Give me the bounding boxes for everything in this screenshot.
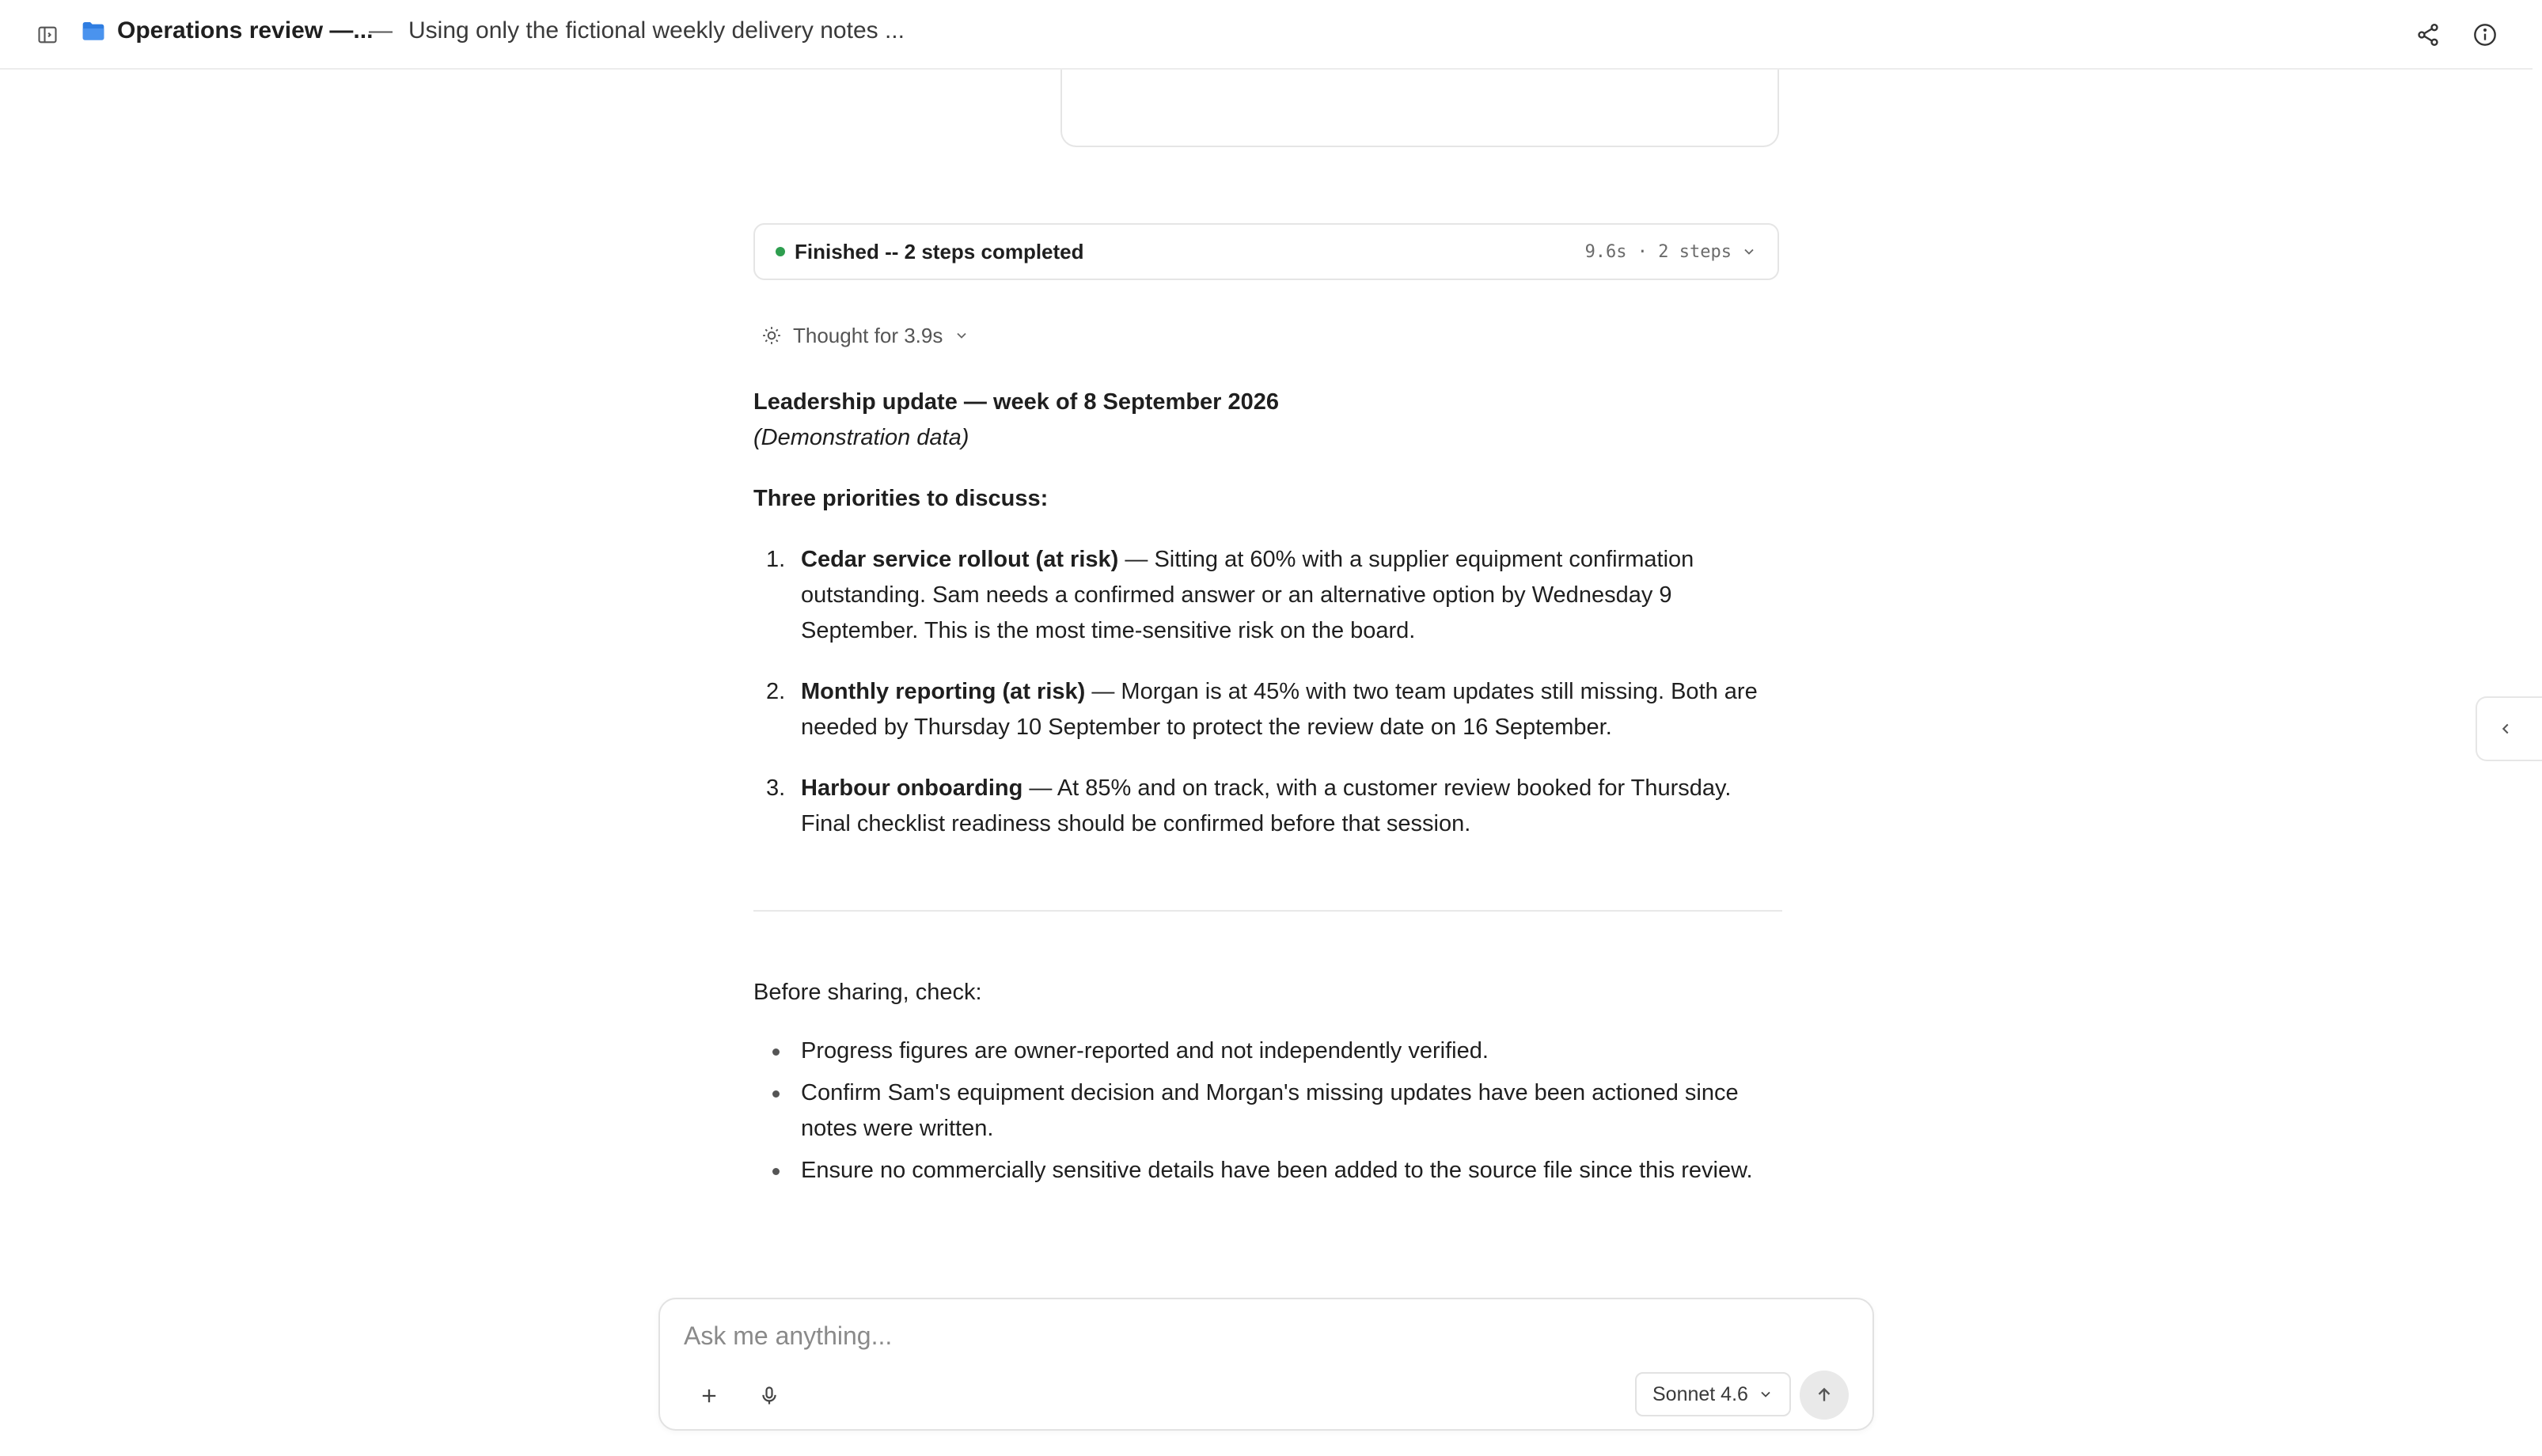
info-button[interactable] bbox=[2463, 13, 2507, 57]
model-name: Sonnet 4.6 bbox=[1652, 1382, 1748, 1405]
run-status-card[interactable] bbox=[753, 223, 1779, 280]
priority-body: — Morgan is at 45% with two team updates still missing. Both are needed by Thursday 10 September to protect the review date on 16 September. bbox=[801, 679, 1758, 740]
priority-title: Harbour onboarding bbox=[801, 775, 1023, 801]
priority-body: — Sitting at 60% with a supplier equipment confirmation outstanding. Sam needs a confirmed answer or an alternative option by Wednesday 9 September. This is the most time-sensitive risk on the board. bbox=[801, 547, 1694, 643]
status-label: Finished -- 2 steps completed bbox=[795, 239, 1084, 264]
checks-title: Before sharing, check: bbox=[753, 980, 982, 1005]
side-panel-toggle[interactable] bbox=[2476, 696, 2542, 761]
model-selector[interactable] bbox=[1635, 1372, 1791, 1416]
status-meta-text: 9.6s · 2 steps bbox=[1584, 241, 1732, 262]
list-item bbox=[753, 771, 1782, 842]
status-success-icon bbox=[776, 247, 785, 256]
share-button[interactable] bbox=[2406, 13, 2450, 57]
priorities-list bbox=[753, 542, 1782, 842]
plus-icon bbox=[698, 1385, 720, 1407]
chevron-left-icon bbox=[2497, 720, 2514, 737]
priority-title: Cedar service rollout (at risk) bbox=[801, 547, 1119, 572]
breadcrumb-separator: — bbox=[369, 17, 393, 44]
voice-input-button[interactable] bbox=[747, 1374, 791, 1418]
response-heading: Leadership update — week of 8 September 2026 bbox=[753, 389, 1280, 415]
list-item bbox=[753, 542, 1782, 649]
thought-toggle[interactable] bbox=[761, 317, 969, 355]
message-composer bbox=[658, 1298, 1874, 1431]
priority-body: — At 85% and on track, with a customer review booked for Thursday. Final checklist readiness should be confirmed before that session. bbox=[801, 775, 1732, 836]
priorities-title: Three priorities to discuss: bbox=[753, 486, 1049, 511]
message-input[interactable] bbox=[682, 1317, 1790, 1355]
list-item: Ensure no commercially sensitive details have been added to the source file since this review. bbox=[753, 1153, 1782, 1189]
chevron-down-icon bbox=[954, 328, 969, 343]
list-item bbox=[753, 674, 1782, 745]
lightbulb-icon bbox=[761, 325, 782, 346]
status-meta bbox=[1585, 242, 1757, 262]
priority-title: Monthly reporting (at risk) bbox=[801, 679, 1086, 704]
microphone-icon bbox=[758, 1385, 780, 1407]
share-icon bbox=[2415, 22, 2441, 47]
list-item: Confirm Sam's equipment decision and Morgan's missing updates have been actioned since notes were written. bbox=[753, 1075, 1782, 1147]
arrow-up-icon bbox=[1814, 1385, 1834, 1405]
list-number: 3. bbox=[766, 775, 786, 801]
folder-icon bbox=[81, 21, 106, 47]
sidebar-toggle-button[interactable] bbox=[25, 13, 70, 57]
assistant-response bbox=[753, 385, 1782, 867]
chat-title[interactable]: Using only the fictional weekly delivery notes ... bbox=[408, 17, 905, 44]
list-number: 2. bbox=[766, 679, 786, 704]
info-icon bbox=[2472, 22, 2498, 47]
section-divider bbox=[753, 910, 1782, 912]
checks-section bbox=[753, 975, 1782, 1195]
thought-label: Thought for 3.9s bbox=[793, 323, 943, 347]
chevron-down-icon bbox=[1758, 1386, 1774, 1402]
sidebar-toggle-icon bbox=[36, 24, 59, 46]
chevron-down-icon bbox=[1741, 244, 1757, 260]
response-subheading: (Demonstration data) bbox=[753, 425, 969, 450]
checks-list bbox=[753, 1033, 1782, 1189]
list-number: 1. bbox=[766, 547, 786, 572]
project-title-link[interactable]: Operations review —... bbox=[117, 17, 374, 44]
send-button[interactable] bbox=[1800, 1371, 1849, 1420]
list-item: Progress figures are owner-reported and not independently verified. bbox=[753, 1033, 1782, 1069]
top-bar bbox=[0, 0, 2533, 70]
add-attachment-button[interactable] bbox=[687, 1374, 731, 1418]
